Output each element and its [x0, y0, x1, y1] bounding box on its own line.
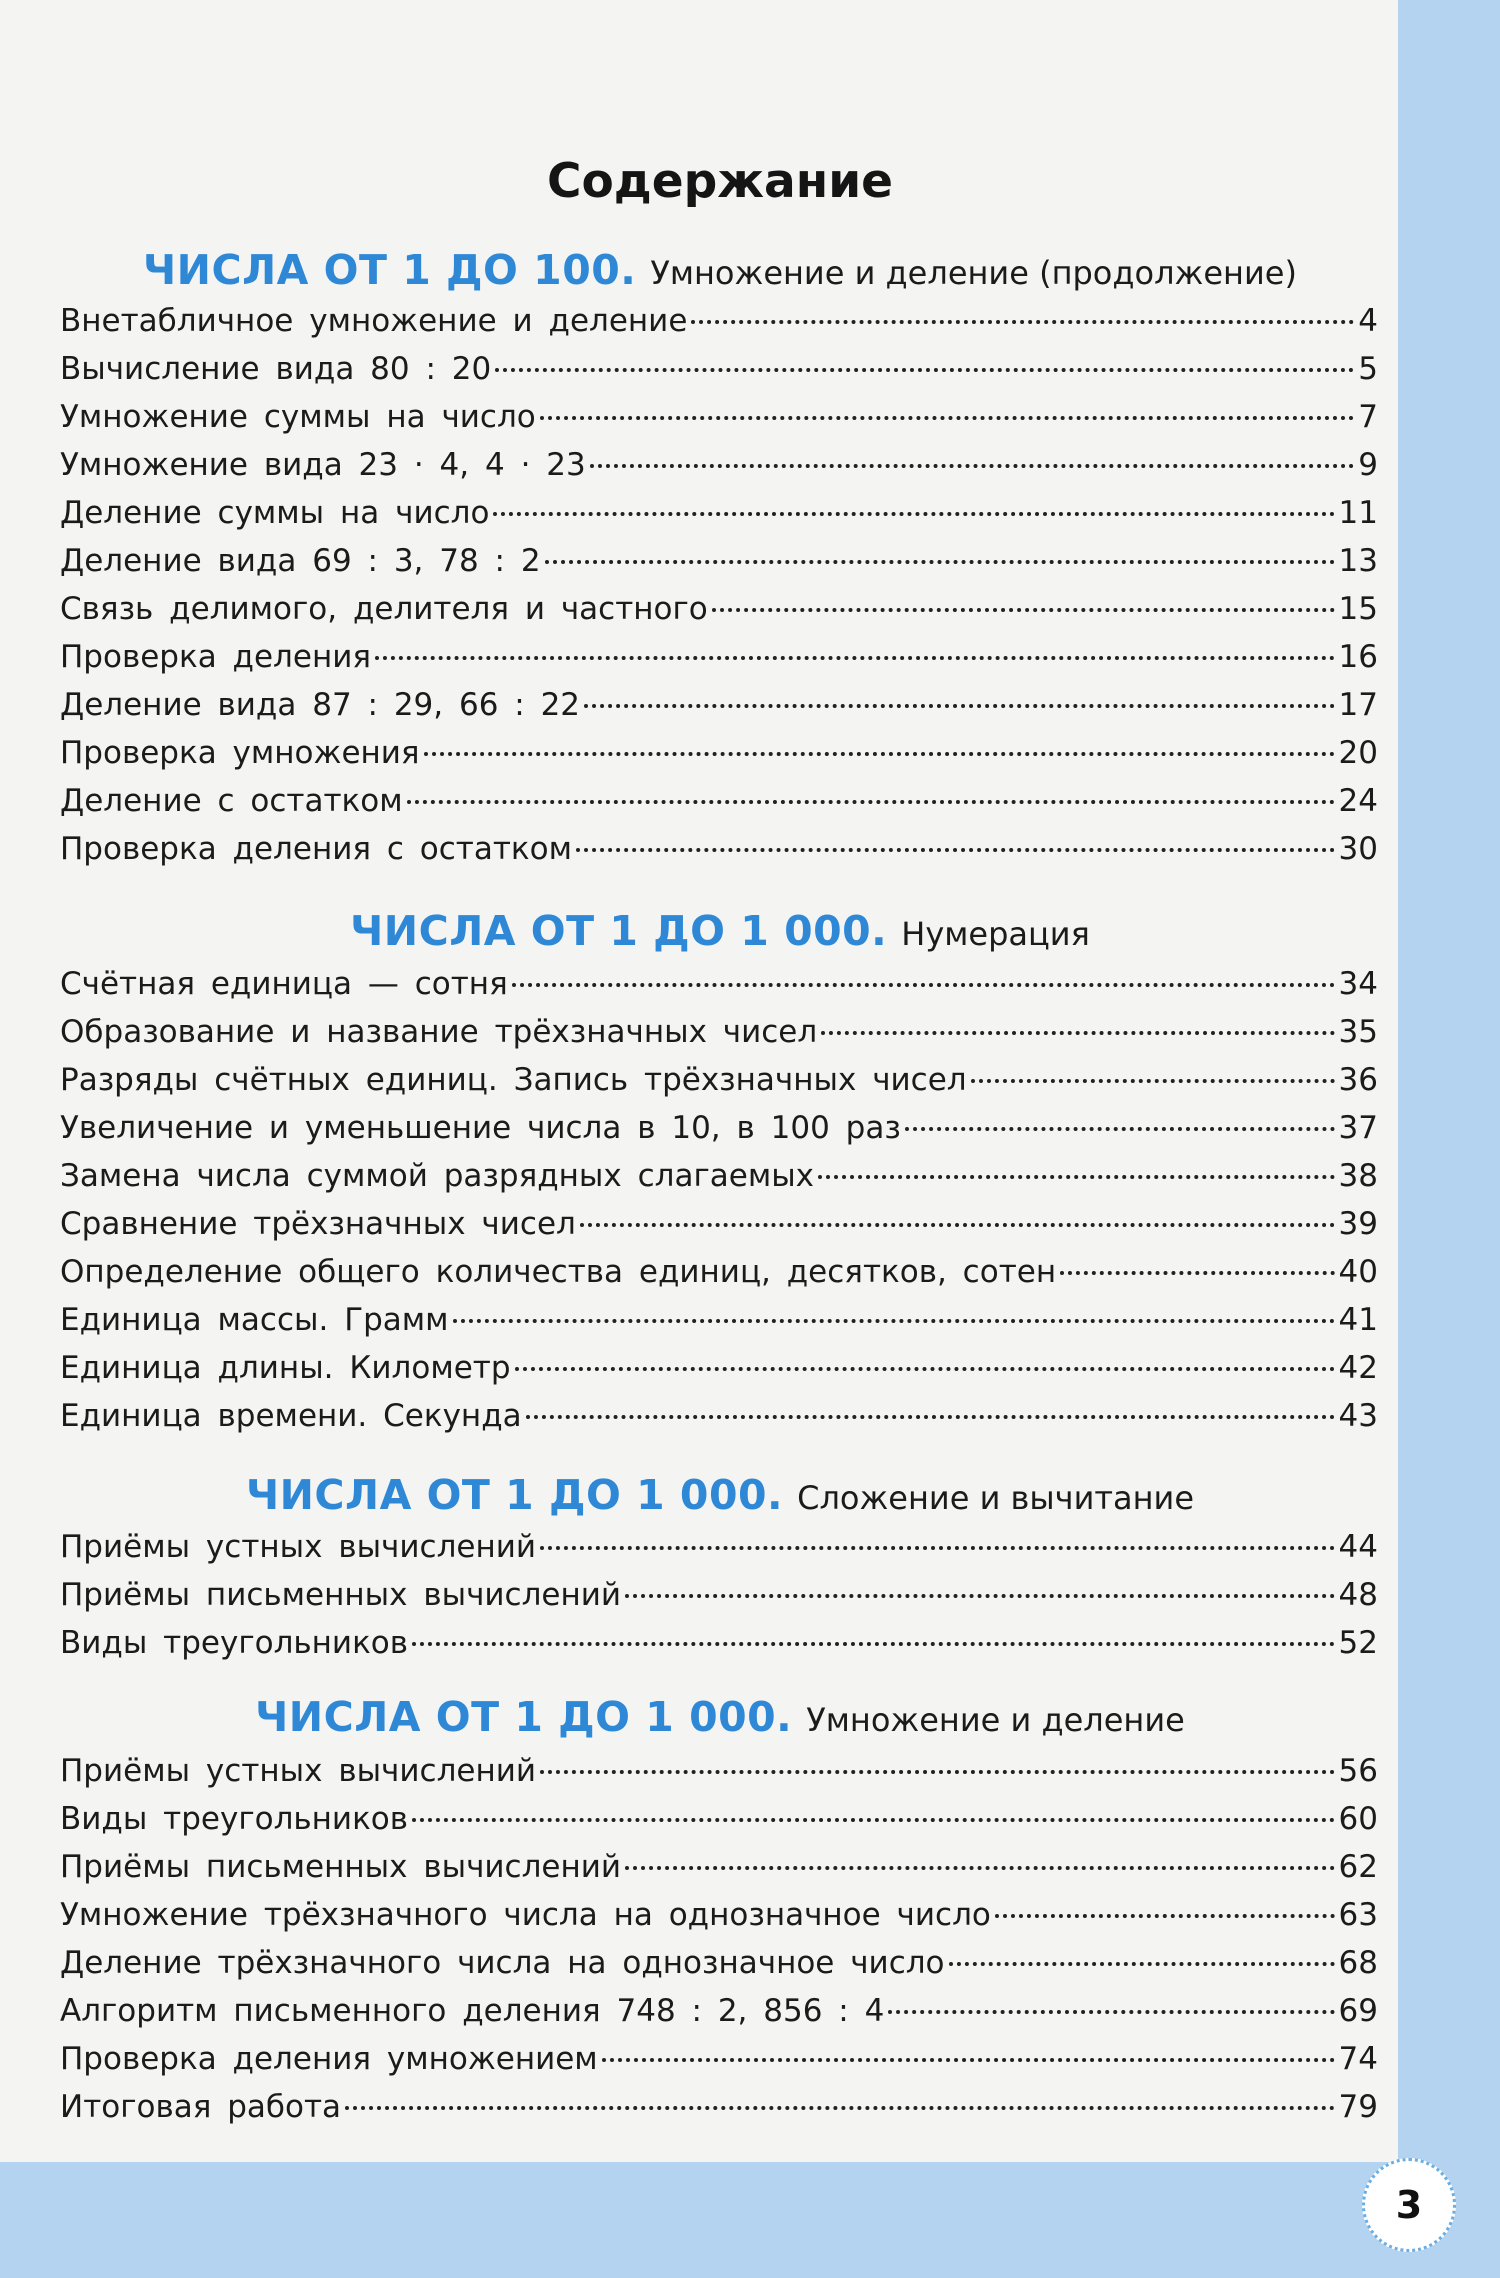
toc-item-label: Единица длины. Километр	[60, 1350, 511, 1386]
toc-item-label: Деление суммы на число	[60, 495, 490, 531]
toc-item-page: 69	[1338, 1993, 1378, 2029]
toc-item[interactable]	[60, 681, 1378, 729]
toc-item-label: Определение общего количества единиц, десятков, сотен	[60, 1254, 1057, 1290]
section-heading-sub: Нумерация	[901, 915, 1090, 953]
toc-item-page: 7	[1358, 399, 1378, 435]
leader-dots	[375, 656, 1335, 660]
toc-item-page: 11	[1338, 495, 1378, 531]
toc-item-label: Увеличение и уменьшение числа в 10, в 100 раз	[60, 1110, 901, 1146]
toc-item-page: 16	[1338, 639, 1378, 675]
toc-item-label: Связь делимого, делителя и частного	[60, 591, 708, 627]
toc-item-label: Приёмы устных вычислений	[60, 1529, 537, 1565]
toc-item-label: Виды треугольников	[60, 1801, 409, 1837]
toc-item[interactable]	[60, 1939, 1378, 1987]
leader-dots	[905, 1127, 1335, 1131]
toc-item-page: 38	[1338, 1158, 1378, 1194]
leader-dots	[540, 1546, 1335, 1550]
toc-item[interactable]	[60, 297, 1378, 345]
toc-item-page: 42	[1338, 1350, 1378, 1386]
section-heading-4	[0, 1689, 1440, 1754]
leader-dots	[512, 983, 1335, 987]
leader-dots	[453, 1319, 1335, 1323]
leader-dots	[691, 320, 1354, 324]
leader-dots	[712, 608, 1335, 612]
toc-item-label: Деление с остатком	[60, 783, 403, 819]
toc-item-page: 20	[1338, 735, 1378, 771]
toc-item[interactable]	[60, 1571, 1378, 1619]
leader-dots	[407, 800, 1335, 804]
toc-item[interactable]	[60, 537, 1378, 585]
toc-item-label: Проверка деления	[60, 639, 372, 675]
toc-item-label: Проверка умножения	[60, 735, 420, 771]
leader-dots	[888, 2010, 1334, 2014]
toc-item-page: 35	[1338, 1014, 1378, 1050]
leader-dots	[545, 560, 1335, 564]
leader-dots	[818, 1175, 1335, 1179]
toc-item-label: Счётная единица — сотня	[60, 966, 508, 1002]
toc-item-label: Проверка деления с остатком	[60, 831, 572, 867]
leader-dots	[495, 368, 1354, 372]
leader-dots	[625, 1594, 1335, 1598]
toc-item-page: 37	[1338, 1110, 1378, 1146]
bottom-margin-strip	[0, 2162, 1398, 2278]
toc-item[interactable]	[60, 1795, 1378, 1843]
toc-item[interactable]	[60, 1987, 1378, 2035]
toc-item[interactable]	[60, 1200, 1378, 1248]
toc-item[interactable]	[60, 1152, 1378, 1200]
toc-item-label: Деление вида 69 : 3, 78 : 2	[60, 543, 541, 579]
toc-item[interactable]	[60, 1008, 1378, 1056]
toc-item-label: Умножение трёхзначного числа на однозначное число	[60, 1897, 991, 1933]
toc-item-page: 79	[1338, 2089, 1378, 2125]
toc-item-page: 63	[1338, 1897, 1378, 1933]
toc-item-page: 4	[1358, 303, 1378, 339]
toc-item-label: Деление трёхзначного числа на однозначное число	[60, 1945, 945, 1981]
toc-item-page: 52	[1338, 1625, 1378, 1661]
toc-item-page: 62	[1338, 1849, 1378, 1885]
toc-item-page: 68	[1338, 1945, 1378, 1981]
section-heading-main: ЧИСЛА ОТ 1 ДО 1 000.	[350, 907, 888, 955]
section-heading-main: ЧИСЛА ОТ 1 ДО 1 000.	[245, 1471, 784, 1519]
right-margin-strip	[1398, 0, 1500, 2278]
toc-item-page: 13	[1338, 543, 1378, 579]
toc-item-page: 36	[1338, 1062, 1378, 1098]
toc-item-page: 34	[1338, 966, 1378, 1002]
toc-item-label: Вычисление вида 80 : 20	[60, 351, 492, 387]
toc-item-label: Замена числа суммой разрядных слагаемых	[60, 1158, 815, 1194]
toc-item-page: 43	[1338, 1398, 1378, 1434]
toc-item[interactable]	[60, 729, 1378, 777]
toc-item[interactable]	[60, 1056, 1378, 1104]
leader-dots	[590, 464, 1355, 468]
toc-item[interactable]	[60, 2035, 1378, 2083]
leader-dots	[515, 1367, 1335, 1371]
toc-item-label: Виды треугольников	[60, 1625, 409, 1661]
toc-item-page: 17	[1338, 687, 1378, 723]
toc-item-page: 48	[1338, 1577, 1378, 1613]
toc-item-label: Единица времени. Секунда	[60, 1398, 522, 1434]
leader-dots	[580, 1223, 1335, 1227]
toc-item[interactable]	[60, 777, 1378, 825]
toc-item[interactable]	[60, 441, 1378, 489]
leader-dots	[412, 1818, 1335, 1822]
leader-dots	[995, 1914, 1335, 1918]
toc-item-page: 5	[1358, 351, 1378, 387]
section-heading-sub: Умножение и деление (продолжение)	[650, 254, 1297, 292]
toc-item[interactable]	[60, 960, 1378, 1008]
toc-item-label: Деление вида 87 : 29, 66 : 22	[60, 687, 581, 723]
toc-item[interactable]	[60, 1619, 1378, 1667]
leader-dots	[526, 1415, 1335, 1419]
toc-item-page: 30	[1338, 831, 1378, 867]
toc-item-page: 24	[1338, 783, 1378, 819]
toc-item-page: 56	[1338, 1753, 1378, 1789]
leader-dots	[424, 752, 1335, 756]
toc-item-label: Разряды счётных единиц. Запись трёхзначных чисел	[60, 1062, 967, 1098]
toc-item-label: Сравнение трёхзначных чисел	[60, 1206, 576, 1242]
section-heading-main: ЧИСЛА ОТ 1 ДО 1 000.	[255, 1693, 793, 1741]
toc-item-label: Умножение суммы на число	[60, 399, 536, 435]
section-heading-sub: Сложение и вычитание	[797, 1479, 1195, 1517]
leader-dots	[971, 1079, 1335, 1083]
toc-item-page: 40	[1338, 1254, 1378, 1290]
toc-item[interactable]	[60, 1747, 1378, 1795]
leader-dots	[1060, 1271, 1334, 1275]
toc-item[interactable]	[60, 1104, 1378, 1152]
toc-item[interactable]	[60, 345, 1378, 393]
toc-item-label: Единица массы. Грамм	[60, 1302, 449, 1338]
toc-item[interactable]	[60, 1523, 1378, 1571]
section-heading-sub: Умножение и деление	[806, 1701, 1185, 1739]
toc-item[interactable]	[60, 393, 1378, 441]
leader-dots	[821, 1031, 1334, 1035]
toc-item[interactable]	[60, 1248, 1378, 1296]
toc-item-page: 74	[1338, 2041, 1378, 2077]
toc-item-page: 15	[1338, 591, 1378, 627]
toc-item[interactable]	[60, 1392, 1378, 1440]
leader-dots	[602, 2058, 1335, 2062]
leader-dots	[576, 848, 1335, 852]
leader-dots	[540, 416, 1355, 420]
page-number-badge: 3	[1362, 2158, 1456, 2252]
toc-item-page: 39	[1338, 1206, 1378, 1242]
toc-item-label: Внетабличное умножение и деление	[60, 303, 688, 339]
leader-dots	[584, 704, 1335, 708]
toc-item-label: Итоговая работа	[60, 2089, 342, 2125]
toc-item-label: Приёмы письменных вычислений	[60, 1577, 622, 1613]
toc-item[interactable]	[60, 1296, 1378, 1344]
toc-item[interactable]	[60, 1344, 1378, 1392]
toc-item[interactable]	[60, 585, 1378, 633]
toc-item-label: Образование и название трёхзначных чисел	[60, 1014, 818, 1050]
toc-item[interactable]	[60, 825, 1378, 873]
toc-item-page: 44	[1338, 1529, 1378, 1565]
leader-dots	[949, 1962, 1335, 1966]
section-heading-main: ЧИСЛА ОТ 1 ДО 100.	[143, 246, 637, 294]
toc-item-label: Алгоритм письменного деления 748 : 2, 856 : 4	[60, 1993, 885, 2029]
toc-item[interactable]	[60, 2083, 1378, 2131]
leader-dots	[493, 512, 1334, 516]
page-title: Содержание	[546, 154, 894, 209]
toc-item[interactable]	[60, 1891, 1378, 1939]
toc-item-page: 60	[1338, 1801, 1378, 1837]
leader-dots	[625, 1866, 1335, 1870]
toc-item-label: Проверка деления умножением	[60, 2041, 598, 2077]
toc-item[interactable]	[60, 489, 1378, 537]
toc-item-label: Приёмы устных вычислений	[60, 1753, 537, 1789]
toc-item-label: Приёмы письменных вычислений	[60, 1849, 622, 1885]
leader-dots	[345, 2106, 1334, 2110]
section-heading-2	[0, 903, 1440, 968]
toc-item-page: 41	[1338, 1302, 1378, 1338]
toc-item-page: 9	[1358, 447, 1378, 483]
leader-dots	[540, 1770, 1335, 1774]
toc-item[interactable]	[60, 633, 1378, 681]
toc-item-label: Умножение вида 23 · 4, 4 · 23	[60, 447, 586, 483]
toc-item[interactable]	[60, 1843, 1378, 1891]
leader-dots	[412, 1642, 1335, 1646]
